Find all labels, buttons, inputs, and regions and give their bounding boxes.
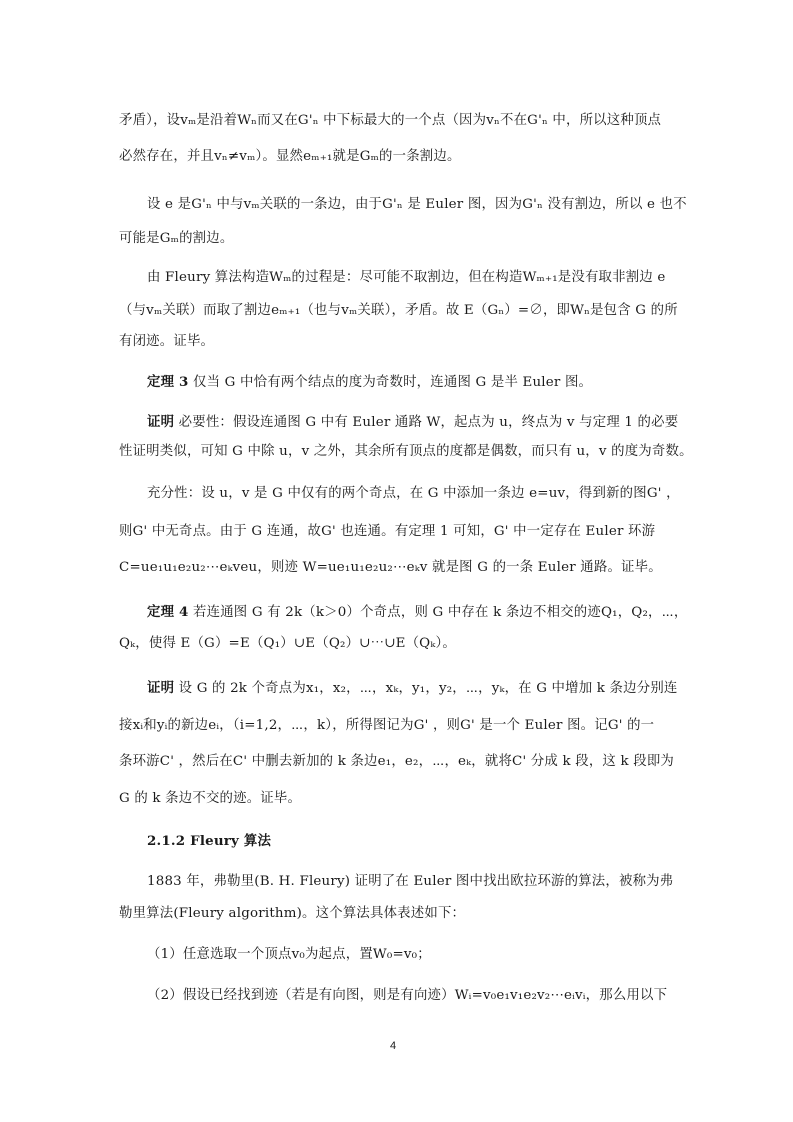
paragraph-line: 充分性：设 u，v 是 G 中仅有的两个奇点，在 G 中添加一条边 e=uv，得到新的图G' ，	[147, 486, 680, 501]
lead-label: 定理 4	[147, 604, 189, 620]
paragraph-line: 由 Fleury 算法构造Wₘ的过程是：尽可能不取割边，但在构造Wₘ₊₁是没有取非割边 e	[147, 270, 666, 285]
lead-label: 定理 3	[147, 374, 189, 390]
paragraph-line: 1883 年，弗勒里(B. H. Fleury) 证明了在 Euler 图中找出欧拉环游的算法，被称为弗	[147, 874, 674, 889]
section-heading: 2.1.2 Fleury 算法	[147, 833, 272, 849]
lead-label: 证明	[147, 680, 175, 696]
paragraph-line: 条环游C' ，然后在C' 中删去新加的 k 条边e₁，e₂，⋯，eₖ，就将C' 分成 k 段，这 k 段即为	[119, 754, 675, 769]
page-number: 4	[390, 1040, 397, 1052]
paragraph-line: C=ue₁u₁e₂u₂⋯eₖveu，则迹 W=ue₁u₁e₂u₂⋯eₖv 就是图 G 的一条 Euler 通路。证毕。	[119, 560, 662, 575]
paragraph-line: 设 e 是G'ₙ 中与vₘ关联的一条边，由于G'ₙ 是 Euler 图，因为G'ₙ 没有割边，所以 e 也不	[147, 197, 687, 212]
paragraph-line: 有闭迹。证毕。	[119, 334, 215, 349]
theorem-4-line: 定理 4 若连通图 G 有 2k（k＞0）个奇点，则 G 中存在 k 条边不相交的迹Q₁，Q₂，⋯，	[147, 604, 688, 620]
paragraph-line: 接xᵢ和yᵢ的新边eᵢ，（i=1,2，⋯，k），所得图记为G' ，则G' 是一个 Euler 图。记G' 的一	[119, 718, 655, 733]
paragraph-line: 必然存在，并且vₙ≠vₘ）。显然eₘ₊₁就是Gₘ的一条割边。	[119, 149, 461, 164]
paragraph-line: 则G' 中无奇点。由于 G 连通，故G' 也连通。有定理 1 可知，G' 中一定存在 Euler 环游	[119, 524, 656, 539]
list-item: （2）假设已经找到迹（若是有向图，则是有向迹）Wᵢ=v₀e₁v₁e₂v₂⋯eᵢvᵢ，那么用以下	[147, 988, 668, 1003]
list-item: （1）任意选取一个顶点v₀为起点，置W₀=v₀；	[147, 947, 431, 962]
theorem-3-line: 定理 3 仅当 G 中恰有两个结点的度为奇数时，连通图 G 是半 Euler 图。	[147, 374, 593, 390]
paragraph-line: （与vₘ关联）而取了割边eₘ₊₁（也与vₘ关联），矛盾。故 E（Gₙ）=∅，即Wₙ是包含 G 的所	[119, 303, 678, 318]
paragraph-line: 可能是Gₘ的割边。	[119, 231, 234, 246]
proof-line: 证明 必要性：假设连通图 G 中有 Euler 通路 W，起点为 u，终点为 v 与定理 1 的必要	[147, 414, 679, 430]
proof-line: 证明 设 G 的 2k 个奇点为x₁，x₂，⋯，xₖ，y₁，y₂，⋯，yₖ，在 G 中增加 k 条边分别连	[147, 680, 678, 696]
paragraph-line: 矛盾），设vₘ是沿着Wₙ而又在G'ₙ 中下标最大的一个点（因为vₙ不在G'ₙ 中，所以这种顶点	[119, 113, 662, 128]
paragraph-line: 勒里算法(Fleury algorithm)。这个算法具体表述如下：	[119, 906, 466, 921]
paragraph-line: Qₖ，使得 E（G）=E（Q₁）∪E（Q₂）∪⋯∪E（Qₖ）。	[119, 636, 456, 651]
lead-label: 证明	[147, 414, 175, 430]
paragraph-line: G 的 k 条边不交的迹。证毕。	[119, 791, 302, 806]
paragraph-line: 性证明类似，可知 G 中除 u，v 之外，其余所有顶点的度都是偶数，而只有 u，v 的度为奇数。	[119, 444, 693, 459]
